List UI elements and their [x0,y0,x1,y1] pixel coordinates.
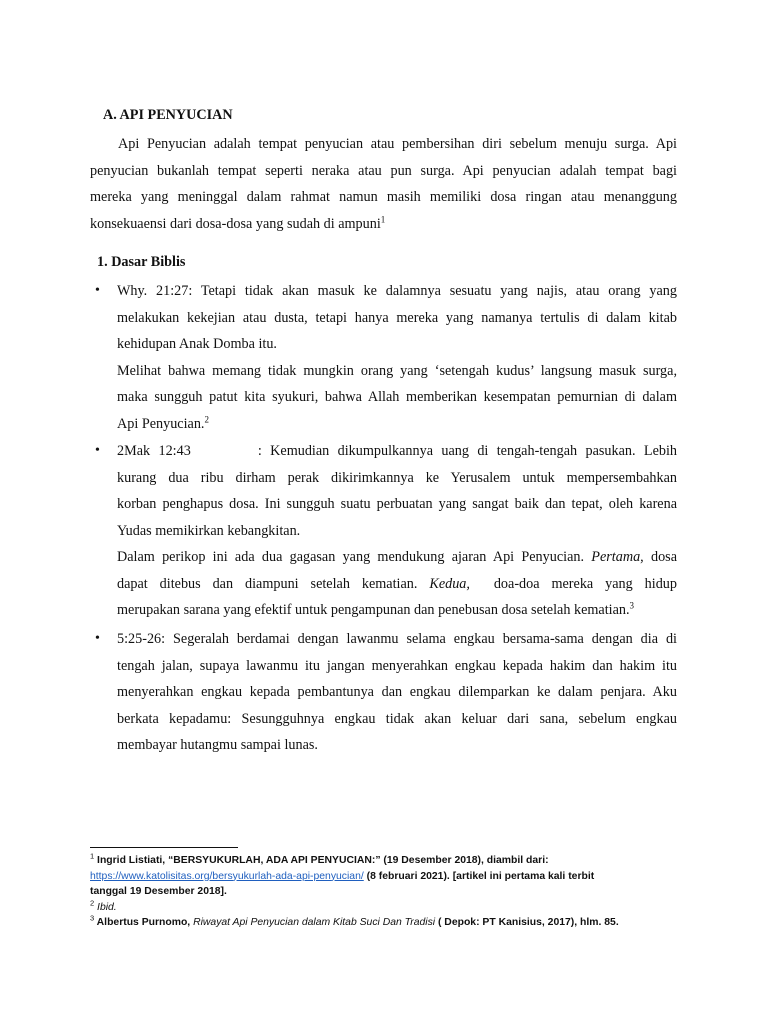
footnote-note: tanggal 19 Desember 2018]. [90,886,227,897]
footnote-author: Ingrid Listiati, [94,855,169,866]
footnote-number: 2 [90,898,95,908]
intro-line: penyucian bukanlah tempat seperti neraka atau pun surga. Api penyucian adalah tempat bagi [90,162,677,179]
bullet-marker: • [95,443,100,458]
footnote-publication: ( Depok: PT Kanisius, 2017), hlm. 85. [435,917,619,928]
footnote-2 [90,900,680,916]
item-line: Why. 21:27: Tetapi tidak akan masuk ke dalamnya sesuatu yang najis, atau orang yang [117,283,677,299]
footnote-number: 1 [90,851,95,861]
item-line: berkata kepadamu: Sesungguhnya engkau tidak akan keluar dari sana, sebelum engkau [117,710,677,727]
footnote-title: “BERSYUKURLAH, ADA API PENYUCIAN:” (19 Desember 2018), diambil dari: [168,855,549,866]
footnote-number: 3 [90,913,95,923]
comment-emphasis: Kedua, [429,575,470,592]
intro-paragraph [90,131,677,237]
comment-text: , dosa [640,549,677,565]
item-line: membayar hutangmu sampai lunas. [117,737,318,753]
item-line: Yudas memikirkan kebangkitan. [117,522,301,539]
item-line: kurang dua ribu dirham perak dikirimkannya ke Yerusalem untuk mempersembahkan [117,469,677,486]
footnote-author: Albertus Purnomo, [94,917,194,928]
subsection-heading: 1. Dasar Biblis [97,254,186,270]
footnote-3 [90,915,680,931]
list-item [117,438,677,624]
item-comment-line-last [117,597,677,624]
item-comment-text: Api Penyucian. [117,415,205,432]
item-line: menyerahkan engkau kepada pembantunya dan engkau dilemparkan ke dalam penjara. Aku [117,684,677,700]
intro-line: mereka yang meninggal dalam rahmat namun masih memiliki dosa ringan atau menanggung [90,189,677,205]
footnote-book-title: Riwayat Api Penyucian dalam Kitab Suci Dan Tradisi [193,917,436,928]
footnote-text: Ibid. [94,902,117,913]
item-line: kehidupan Anak Domba itu. [117,336,277,352]
bullet-marker: • [95,283,100,298]
section-heading: A. API PENYUCIAN [103,107,233,123]
footnote-ref-1[interactable]: 1 [380,213,386,224]
item-line: 5:25-26: Segeralah berdamai dengan lawanmu selama engkau bersama-sama dengan dia di [117,631,677,647]
item-line: tengah jalan, supaya lawanmu itu jangan menyerahkan engkau kepada hakim dan hakim itu [117,657,677,674]
footnote-date: (8 februari 2021). [artikel ini pertama kali terbit [363,870,595,882]
comment-text: doa-doa mereka yang hidup [469,575,677,592]
comment-emphasis: Pertama [591,549,641,565]
comment-text: Dalam perikop ini ada dua gagasan yang mendukung ajaran Api Penyucian. [117,549,592,565]
footnote-link[interactable]: https://www.katolisitas.org/bersyukurlah-ada-api-penyucian/ [90,870,364,882]
footnote-1 [90,853,680,900]
comment-text: merupakan sarana yang efektif untuk pengampunan dan penebusan dosa setelah kematian. [117,602,630,618]
item-comment-line: maka sungguh patut kita syukuri, bahwa Allah memberikan kesempatan pemurnian di dalam [117,389,677,405]
intro-line-last [90,211,677,238]
item-comment-line [117,571,677,598]
intro-line: Api Penyucian adalah tempat penyucian atau pembersihan diri sebelum menuju surga. Api [118,136,677,152]
item-line: korban penghapus dosa. Ini sungguh suatu perbuatan yang sangat baik dan tepat, oleh karena [117,496,677,512]
footnote-ref-2[interactable]: 2 [204,413,209,424]
comment-text: dapat ditebus dan diampuni setelah kematian. [117,575,430,592]
item-comment-line-last [117,411,677,438]
bullet-marker: • [95,631,100,646]
footnote-separator [90,847,238,848]
list-item [117,626,677,759]
item-comment-line [117,544,677,571]
item-comment-line: Melihat bahwa memang tidak mungkin orang yang ‘setengah kudus’ langsung masuk surga, [117,362,677,379]
item-line: 2Mak 12:43 : Kemudian dikumpulkannya uang di tengah-tengah pasukan. Lebih [117,443,677,459]
footnote-ref-3[interactable]: 3 [629,600,635,611]
intro-line-text: konsekuaensi dari dosa-dosa yang sudah di ampuni [90,215,381,232]
list-item [117,278,677,437]
item-line: melakukan kekejian atau dusta, tetapi hanya mereka yang namanya tertulis di dalam kitab [117,309,677,326]
